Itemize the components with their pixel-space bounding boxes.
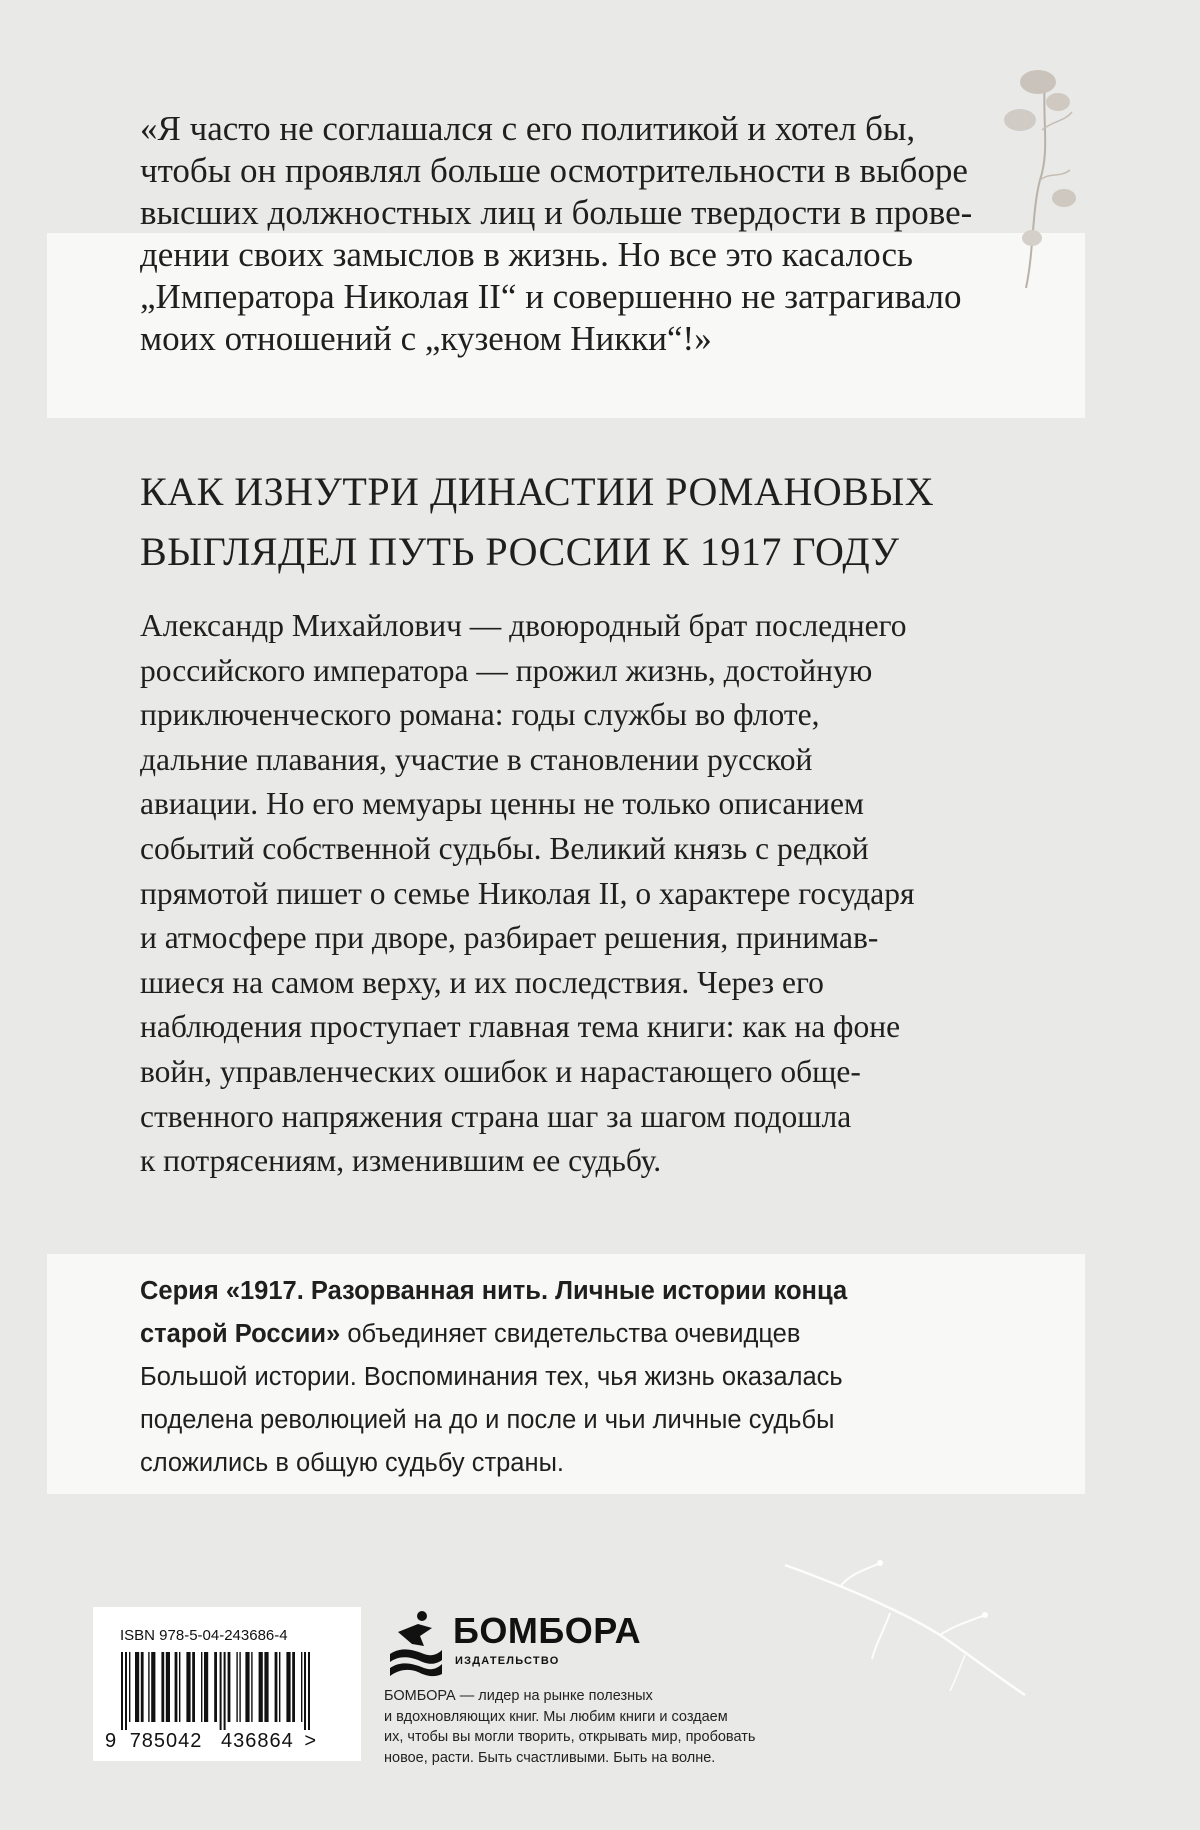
isbn-barcode-block — [93, 1607, 361, 1761]
series-line: поделена революцией на до и после и чьи личные судьбы — [140, 1406, 835, 1434]
description-line: ственного напряжения страна шаг за шагом подошла — [140, 1098, 852, 1134]
barcode-bar — [186, 1652, 190, 1722]
barcode-lead-digit: 9 — [105, 1730, 118, 1752]
series-title-end: старой России» — [140, 1320, 341, 1348]
barcode-bar — [201, 1652, 202, 1722]
quote-line: „Императора Николая II“ и совершенно не затрагивало — [140, 277, 962, 316]
description-line: к потрясениям, изменившим ее судьбу. — [140, 1143, 662, 1179]
barcode-bar — [135, 1652, 139, 1722]
barcode-bar — [279, 1652, 280, 1722]
barcode-bar — [151, 1652, 155, 1722]
barcode-bars — [121, 1652, 341, 1730]
heading-line: ВЫГЛЯДЕЛ ПУТЬ РОССИИ К 1917 ГОДУ — [140, 529, 900, 574]
barcode-bar — [204, 1652, 208, 1722]
epigraph-quote — [140, 108, 1040, 360]
description-line: событий собственной судьбы. Великий князь с редкой — [140, 830, 869, 866]
blurb-line: новое, расти. Быть счастливыми. Быть на волне. — [384, 1749, 716, 1766]
series-line: Большой истории. Воспоминания тех, чья жизнь оказалась — [140, 1363, 843, 1391]
barcode-group-left: 785042 — [129, 1730, 203, 1752]
barcode-bar — [125, 1652, 127, 1730]
barcode-bar — [251, 1652, 252, 1722]
description-line: приключенческого романа: годы службы во флоте, — [140, 697, 820, 733]
quote-line: «Я часто не соглашался с его политикой и хотел бы, — [140, 109, 916, 148]
barcode-bar — [308, 1652, 310, 1730]
barcode-bar — [121, 1652, 123, 1730]
series-line: сложились в общую судьбу страны. — [140, 1449, 564, 1477]
barcode-bar — [228, 1652, 231, 1722]
description-line: дальние плавания, участие в становлении русской — [140, 741, 813, 777]
barcode-arrow: > — [304, 1730, 317, 1752]
barcode-bar — [179, 1652, 180, 1722]
barcode-bar — [166, 1652, 170, 1722]
barcode-bar — [175, 1652, 178, 1722]
barcode-bar — [224, 1652, 226, 1730]
book-description — [140, 604, 1060, 1184]
quote-line: чтобы он проявлял больше осмотрительности в выборе — [140, 151, 968, 190]
barcode-bar — [236, 1652, 237, 1722]
barcode-bar — [129, 1652, 130, 1722]
description-line: авиации. Но его мемуары ценны не только описанием — [140, 786, 864, 822]
barcode-bar — [304, 1652, 306, 1730]
barcode-bar — [245, 1652, 249, 1722]
blurb-line: их, чтобы вы могли творить, открывать мир, пробовать — [384, 1729, 756, 1745]
barcode-bar — [301, 1652, 302, 1722]
publisher-subtitle: ИЗДАТЕЛЬСТВО — [455, 1655, 560, 1667]
series-text: объединяет свидетельства очевидцев — [340, 1320, 801, 1348]
barcode-bar — [239, 1652, 240, 1722]
barcode-bar — [148, 1652, 149, 1722]
barcode-bar — [141, 1652, 144, 1722]
quote-line: дении своих замыслов в жизнь. Но все это касалось — [140, 235, 913, 274]
barcode-bar — [292, 1652, 295, 1722]
branch-illustration — [780, 1555, 1030, 1700]
barcode-bar — [214, 1652, 217, 1722]
barcode-digits — [105, 1730, 355, 1753]
description-line: шиеся на самом верху, и их последствия. Через его — [140, 964, 824, 1000]
barcode-bar — [161, 1652, 164, 1722]
publisher-blurb — [384, 1686, 864, 1768]
barcode-bar — [264, 1652, 268, 1722]
barcode-bar — [286, 1652, 290, 1722]
barcode-bar — [192, 1652, 195, 1722]
blurb-line: БОМБОРА — лидер на рынке полезных — [384, 1688, 653, 1704]
bombora-logo-icon — [388, 1610, 442, 1678]
barcode-bar — [220, 1652, 222, 1730]
barcode-bar — [275, 1652, 278, 1722]
barcode-group-right: 436864 — [221, 1730, 294, 1752]
series-title-line: Серия «1917. Разорванная нить. Личные истории конца — [140, 1277, 848, 1305]
description-line: войн, управленческих ошибок и нарастающего обще- — [140, 1053, 861, 1089]
isbn-label: ISBN 978-5-04-243686-4 — [120, 1627, 288, 1644]
barcode-bar — [259, 1652, 263, 1722]
quote-line: высших должностных лиц и больше твердости в прове- — [140, 193, 973, 232]
heading-line: КАК ИЗНУТРИ ДИНАСТИИ РОМАНОВЫХ — [140, 469, 935, 514]
series-description — [140, 1270, 1040, 1485]
description-line: российского императора — прожил жизнь, достойную — [140, 652, 873, 688]
description-line: наблюдения проступает главная тема книги: как на фоне — [140, 1009, 901, 1045]
section-heading — [140, 462, 1060, 582]
blurb-line: и вдохновляющих книг. Мы любим книги и создаем — [384, 1708, 728, 1725]
publisher-name: БОМБОРА — [453, 1610, 642, 1651]
quote-line: моих отношений с „кузеном Никки“!» — [140, 319, 712, 358]
description-line: и атмосфере при дворе, разбирает решения, принимав- — [140, 920, 879, 956]
description-line: Александр Михайлович — двоюродный брат последнего — [140, 608, 907, 643]
description-line: прямотой пишет о семье Николая II, о характере государя — [140, 875, 915, 911]
